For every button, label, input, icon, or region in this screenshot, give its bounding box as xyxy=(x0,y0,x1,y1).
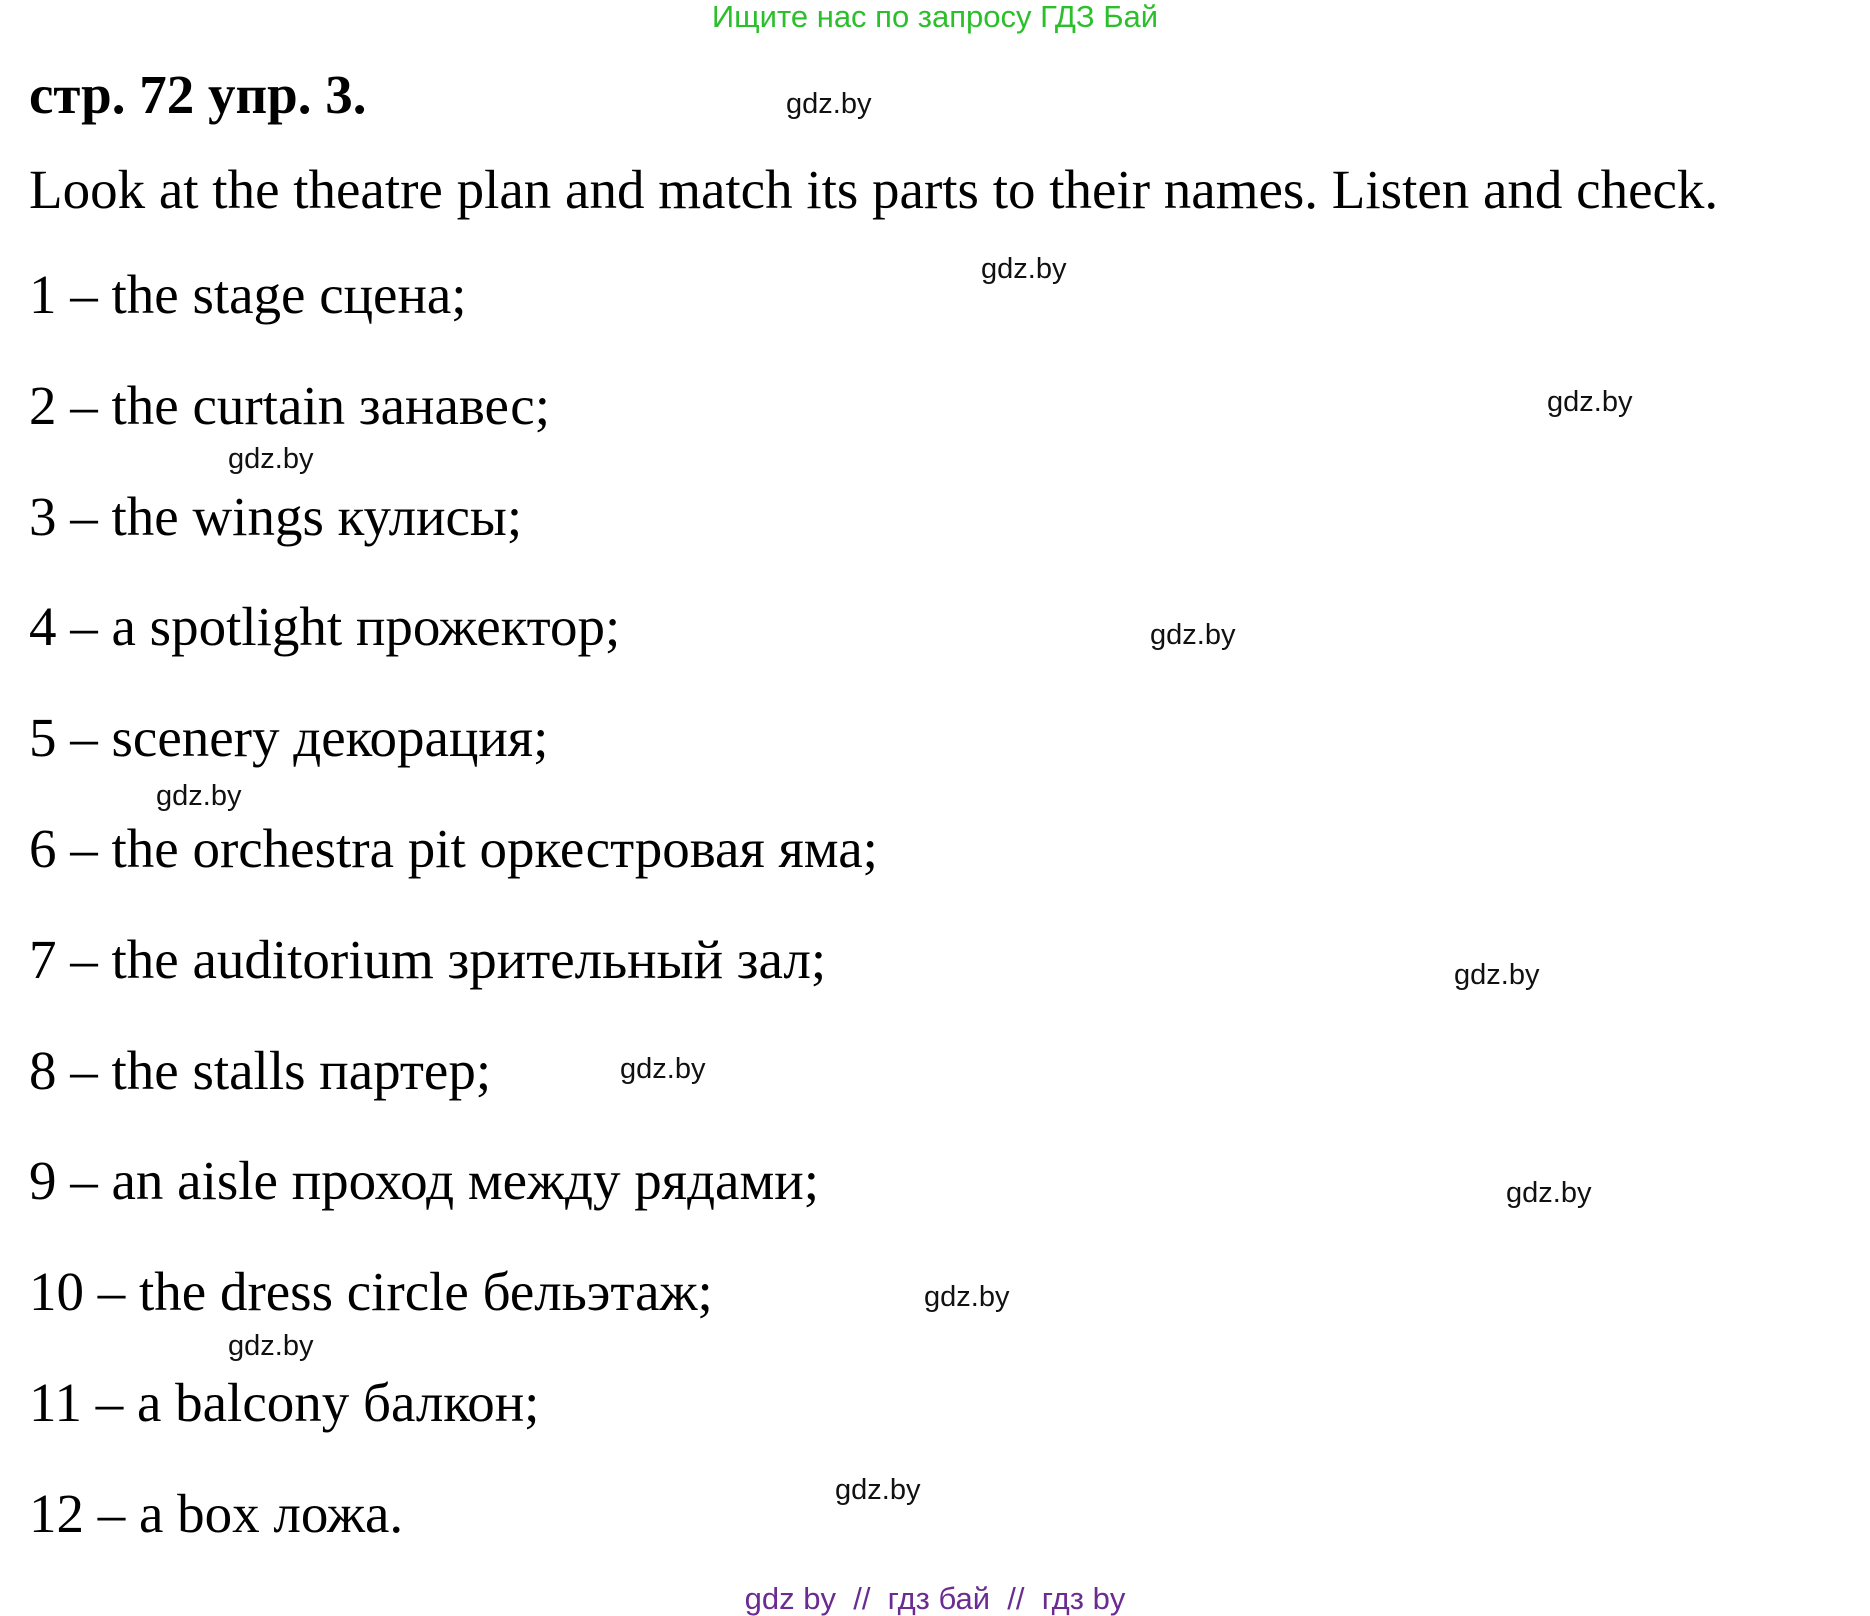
footer-links: gdz by // гдз бай // гдз by xyxy=(744,1581,1126,1616)
list-item: 7 – the auditorium зрительный зал; xyxy=(29,929,827,990)
watermark: gdz.by xyxy=(1506,1177,1592,1209)
top-banner: Ищите нас по запросу ГДЗ Бай xyxy=(711,0,1159,34)
list-item: 2 – the curtain занавес; xyxy=(29,375,550,436)
list-item: 10 – the dress circle бельэтаж; xyxy=(29,1261,713,1322)
list-item: 11 – a balcony балкон; xyxy=(29,1372,540,1433)
list-item: 8 – the stalls партер; xyxy=(29,1040,492,1101)
watermark: gdz.by xyxy=(924,1281,1010,1313)
watermark: gdz.by xyxy=(228,443,314,475)
watermark: gdz.by xyxy=(981,253,1067,285)
list-item: 3 – the wings кулисы; xyxy=(29,486,523,547)
watermark: gdz.by xyxy=(835,1474,921,1506)
exercise-instruction: Look at the theatre plan and match its parts to their names. Listen and check. xyxy=(29,159,1719,220)
watermark: gdz.by xyxy=(786,88,872,120)
watermark: gdz.by xyxy=(620,1053,706,1085)
list-item: 4 – a spotlight прожектор; xyxy=(29,596,621,657)
watermark: gdz.by xyxy=(156,780,242,812)
list-item: 6 – the orchestra pit оркестровая яма; xyxy=(29,818,878,879)
page-heading: стр. 72 упр. 3. xyxy=(29,64,367,125)
watermark: gdz.by xyxy=(228,1330,314,1362)
watermark: gdz.by xyxy=(1150,619,1236,651)
list-item: 12 – a box ложа. xyxy=(29,1483,404,1544)
list-item: 5 – scenery декорация; xyxy=(29,707,549,768)
list-item: 1 – the stage сцена; xyxy=(29,264,467,325)
list-item: 9 – an aisle проход между рядами; xyxy=(29,1150,819,1211)
watermark: gdz.by xyxy=(1454,959,1540,991)
watermark: gdz.by xyxy=(1547,386,1633,418)
